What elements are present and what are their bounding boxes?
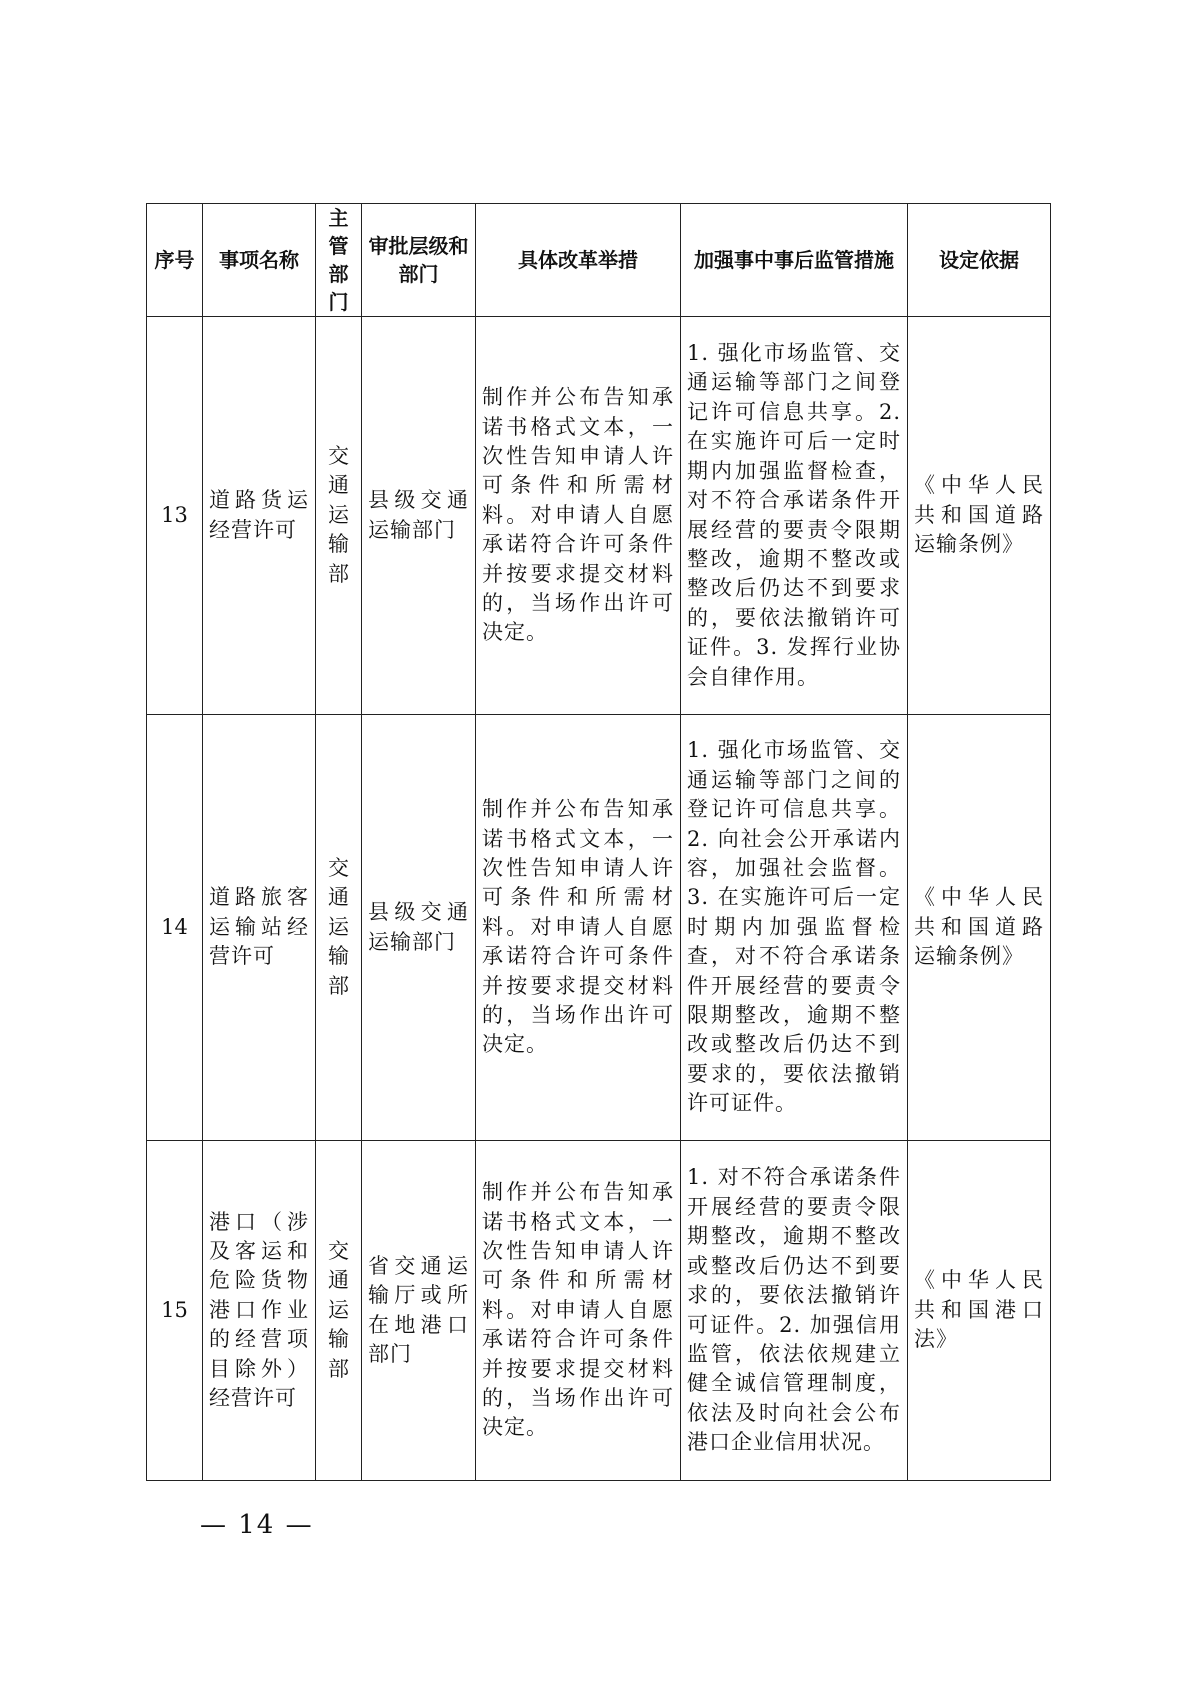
row-no: 15 xyxy=(147,1141,203,1481)
row-dept: 交 通 运 输 部 xyxy=(316,715,362,1141)
header-measures: 具体改革举措 xyxy=(476,204,681,317)
row-measures: 制作并公布告知承诺书格式文本，一次性告知申请人许可条件和所需材料。对申请人自愿承诺符合许可条件并按要求提交材料的，当场作出许可决定。 xyxy=(476,715,681,1141)
table-row xyxy=(147,317,1051,715)
row-basis: 《中华人民共和国港口法》 xyxy=(908,1141,1051,1481)
row-no: 13 xyxy=(147,317,203,715)
row-supervision: 1. 强化市场监管、交通运输等部门之间的登记许可信息共享。2. 向社会公开承诺内容，加强社会监督。3. 在实施许可后一定时期内加强监督检查，对不符合承诺条件开展经营的要责令限期整改，逾期不整改或整改后仍达不到要求的，要依法撤销许可证件。 xyxy=(681,715,908,1141)
row-basis: 《中华人民共和国道路运输条例》 xyxy=(908,317,1051,715)
header-name: 事项名称 xyxy=(203,204,316,317)
row-name: 港口（涉及客运和危险货物港口作业的经营项目除外）经营许可 xyxy=(203,1141,316,1481)
approval-items-table xyxy=(146,203,1051,1481)
table-row xyxy=(147,715,1051,1141)
row-measures: 制作并公布告知承诺书格式文本，一次性告知申请人许可条件和所需材料。对申请人自愿承诺符合许可条件并按要求提交材料的，当场作出许可决定。 xyxy=(476,317,681,715)
row-no: 14 xyxy=(147,715,203,1141)
row-supervision: 1. 强化市场监管、交通运输等部门之间登记许可信息共享。2. 在实施许可后一定时期内加强监督检查，对不符合承诺条件开展经营的要责令限期整改，逾期不整改或整改后仍达不到要求的，要依法撤销许可证件。3. 发挥行业协会自律作用。 xyxy=(681,317,908,715)
row-name: 道路旅客运输站经营许可 xyxy=(203,715,316,1141)
header-basis: 设定依据 xyxy=(908,204,1051,317)
row-dept: 交 通 运 输 部 xyxy=(316,1141,362,1481)
row-supervision: 1. 对不符合承诺条件开展经营的要责令限期整改，逾期不整改或整改后仍达不到要求的，要依法撤销许可证件。2. 加强信用监管，依法依规建立健全诚信管理制度，依法及时向社会公布港口企业信用状况。 xyxy=(681,1141,908,1481)
row-level: 县级交通运输部门 xyxy=(362,715,476,1141)
row-basis: 《中华人民共和国道路运输条例》 xyxy=(908,715,1051,1141)
header-dept: 主 管 部 门 xyxy=(316,204,362,317)
row-level: 县级交通运输部门 xyxy=(362,317,476,715)
header-no: 序号 xyxy=(147,204,203,317)
row-measures: 制作并公布告知承诺书格式文本，一次性告知申请人许可条件和所需材料。对申请人自愿承诺符合许可条件并按要求提交材料的，当场作出许可决定。 xyxy=(476,1141,681,1481)
row-name: 道路货运经营许可 xyxy=(203,317,316,715)
table-row xyxy=(147,1141,1051,1481)
header-level: 审批层级和部门 xyxy=(362,204,476,317)
header-supervision: 加强事中事后监管措施 xyxy=(681,204,908,317)
table-header-row xyxy=(147,204,1051,317)
row-dept: 交 通 运 输 部 xyxy=(316,317,362,715)
page-number: — 14 — xyxy=(200,1510,314,1540)
row-level: 省交通运输厅或所在地港口部门 xyxy=(362,1141,476,1481)
